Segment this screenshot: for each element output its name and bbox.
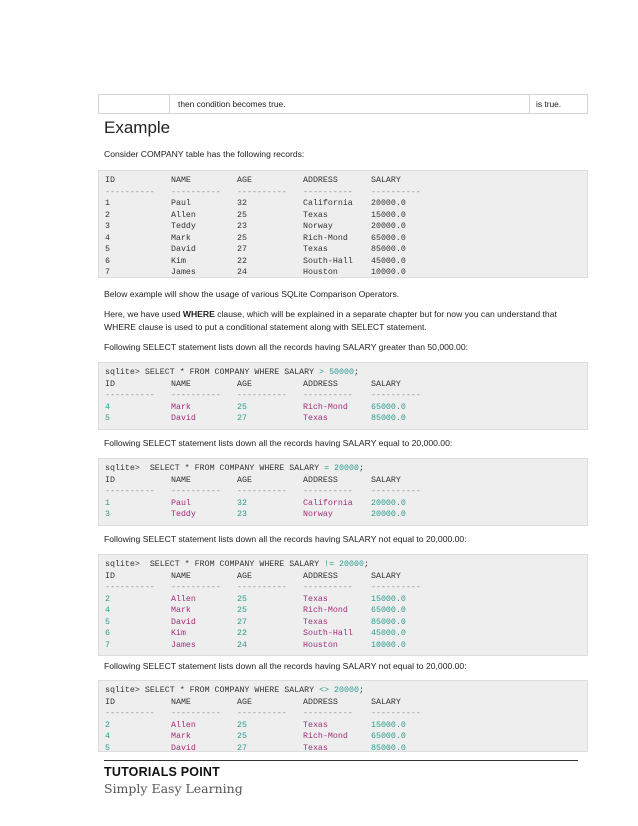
column-header: SALARY [371,571,401,581]
table-cell: 4 [105,402,110,412]
sql-prompt: sqlite> [105,368,140,377]
table-cell: Kim [171,256,186,266]
column-header: ID [105,176,115,185]
table-row [105,256,581,268]
table-cell: 25 [237,233,247,243]
query-4-description: Following SELECT statement lists down all the records having SALARY not equal to 20,000.00: [104,661,467,671]
query-1-description: Following SELECT statement lists down all the records having SALARY greater than 50,000.00: [104,342,469,352]
operator-table-row [98,94,588,114]
table-cell: Allen [171,594,196,604]
table-cell: 65000.0 [371,606,406,615]
table-cell: Texas [303,720,328,730]
table-row [105,198,581,210]
table-cell: 32 [237,199,247,208]
table-cell: David [171,414,196,423]
table-cell: 3 [105,222,110,231]
table-cell-description: then condition becomes true. [178,99,286,109]
table-cell: Texas [303,245,328,254]
table-cell: Paul [171,199,191,208]
table-cell: Texas [303,414,328,423]
table-cell: 25 [237,402,247,412]
table-cell: Allen [171,210,196,220]
result-row [105,509,581,521]
column-header: SALARY [371,475,401,485]
table-cell: 10000.0 [371,640,406,650]
table-cell: Mark [171,732,191,741]
table-cell: 6 [105,256,110,266]
table-cell: 24 [237,268,247,277]
table-divider-row [105,486,581,498]
table-cell: Mark [171,402,191,412]
divider-cell: ---------- [303,487,353,496]
sql-text: SELECT * FROM COMPANY WHERE SALARY [139,464,325,473]
query-2-description: Following SELECT statement lists down all the records having SALARY equal to 20,000.00: [104,438,453,448]
table-cell: Mark [171,606,191,615]
table-divider-row [105,582,581,594]
divider-cell: ---------- [371,583,421,592]
sql-prompt: sqlite> [105,686,140,695]
column-header: ADDRESS [303,475,338,485]
table-cell: 45000.0 [371,256,406,266]
table-cell: 25 [237,732,247,741]
column-header: NAME [171,176,191,185]
table-cell: 65000.0 [371,402,406,412]
column-header: ID [105,697,115,707]
query-2-block [98,458,588,526]
footer-tagline: Simply Easy Learning [104,781,243,796]
table-cell: 2 [105,210,110,220]
table-cell: 20000.0 [371,510,406,519]
where-keyword: WHERE [182,309,215,319]
sql-operator: = [324,464,330,473]
table-cell: James [171,640,196,650]
sql-end: ; [353,368,359,377]
table-cell: 7 [105,640,110,650]
table-cell: Rich-Mond [303,233,348,243]
result-row [105,617,581,629]
column-header: ADDRESS [303,697,338,707]
sql-value: 20000 [334,560,364,569]
table-header-row [105,475,581,487]
table-divider-row [105,187,581,199]
sql-prompt: sqlite> [105,560,140,569]
sql-operator: != [324,560,335,569]
table-cell: 4 [105,233,110,243]
divider-cell: ---------- [171,487,221,496]
table-cell: Texas [303,594,328,604]
sql-operator: > [319,368,325,377]
column-header: ADDRESS [303,379,338,389]
sql-value: 20000 [329,686,359,695]
table-cell: Texas [303,617,328,627]
divider-cell: ---------- [171,391,221,400]
column-header: NAME [171,379,191,389]
table-cell: James [171,268,196,277]
table-cell: 25 [237,720,247,730]
column-header: AGE [237,475,252,485]
table-cell: 45000.0 [371,629,406,638]
sql-end: ; [358,464,364,473]
table-cell: Rich-Mond [303,402,348,412]
table-cell: 24 [237,640,247,650]
result-row [105,720,581,732]
divider-cell: ---------- [371,391,421,400]
divider-cell: ---------- [105,487,155,496]
column-header: ID [105,475,115,485]
table-cell: 85000.0 [371,414,406,423]
table-cell: Allen [171,720,196,730]
column-header: ID [105,379,115,389]
table-cell: 10000.0 [371,268,406,277]
table-cell: Texas [303,743,328,753]
table-cell: 20000.0 [371,199,406,208]
divider-cell: ---------- [303,583,353,592]
column-header: SALARY [371,176,401,185]
result-row [105,743,581,755]
column-header: NAME [171,475,191,485]
table-cell: Paul [171,498,191,508]
result-row [105,594,581,606]
sql-text: SELECT * FROM COMPANY WHERE SALARY [139,686,320,695]
where-paragraph [104,308,584,334]
table-header-row [105,175,581,187]
divider-cell: ---------- [237,709,287,718]
table-cell: David [171,617,196,627]
column-header: AGE [237,697,252,707]
table-divider-row [105,708,581,720]
divider-cell: ---------- [371,187,421,197]
table-cell: Norway [303,222,333,231]
table-cell: 25 [237,594,247,604]
table-cell: 27 [237,414,247,423]
query-3-description: Following SELECT statement lists down all the records having SALARY not equal to 20,000.00: [104,534,467,544]
column-header: ADDRESS [303,176,338,185]
table-cell: 2 [105,720,110,730]
column-header: AGE [237,571,252,581]
table-cell: David [171,245,196,254]
table-cell: 4 [105,606,110,615]
divider-cell: ---------- [237,187,287,197]
table-cell: 5 [105,617,110,627]
table-cell: 5 [105,743,110,753]
table-cell: Houston [303,268,338,277]
column-header: NAME [171,571,191,581]
query-3-block [98,554,588,656]
table-cell: 23 [237,222,247,231]
table-cell: 25 [237,606,247,615]
table-cell: Rich-Mond [303,732,348,741]
sql-statement [105,685,581,697]
sql-prompt: sqlite> [105,464,140,473]
divider-cell: ---------- [303,709,353,718]
company-table-block [98,170,588,278]
divider-cell: ---------- [237,391,287,400]
where-text-start: Here, we have used [104,309,183,319]
table-cell: Teddy [171,510,196,519]
table-cell: 65000.0 [371,233,406,243]
table-cell: 7 [105,268,110,277]
footer-divider [104,760,578,761]
sql-end: ; [358,686,364,695]
divider-cell: ---------- [237,487,287,496]
sql-statement [105,463,581,475]
divider-cell: ---------- [105,391,155,400]
table-cell: 15000.0 [371,210,406,220]
table-header-row [105,571,581,583]
sql-end: ; [363,560,369,569]
sql-text: SELECT * FROM COMPANY WHERE SALARY [139,368,320,377]
table-cell: 85000.0 [371,743,406,753]
column-header: AGE [237,379,252,389]
table-row [105,244,581,256]
table-cell: Mark [171,233,191,243]
table-cell: 20000.0 [371,498,406,508]
below-paragraph: Below example will show the usage of various SQLite Comparison Operators. [104,289,400,299]
table-cell: 23 [237,510,247,519]
divider-cell: ---------- [303,391,353,400]
table-cell: 6 [105,629,110,638]
table-cell: 15000.0 [371,720,406,730]
table-cell: 22 [237,256,247,266]
table-header-row [105,697,581,709]
result-row [105,731,581,743]
column-header: ADDRESS [303,571,338,581]
divider-cell: ---------- [105,709,155,718]
table-cell: 5 [105,245,110,254]
sql-value: 20000 [329,464,359,473]
table-cell-empty [99,95,170,113]
result-row [105,628,581,640]
table-cell: 22 [237,629,247,638]
table-cell: 85000.0 [371,617,406,627]
table-cell: 65000.0 [371,732,406,741]
table-cell: 27 [237,245,247,254]
result-row [105,402,581,414]
table-cell: David [171,743,196,753]
footer-brand: TUTORIALS POINT [104,765,220,779]
table-cell: 85000.0 [371,245,406,254]
sql-statement [105,559,581,571]
table-cell: South-Hall [303,629,353,638]
column-header: AGE [237,176,252,185]
query-4-block [98,680,588,752]
divider-cell: ---------- [303,187,353,197]
divider-cell: ---------- [171,583,221,592]
table-cell: 1 [105,498,110,508]
sql-text: SELECT * FROM COMPANY WHERE SALARY [139,560,325,569]
table-cell-example: is true. [529,95,587,113]
column-header: NAME [171,697,191,707]
table-cell: 4 [105,732,110,741]
table-cell: 2 [105,594,110,604]
table-cell: 27 [237,743,247,753]
table-row [105,233,581,245]
intro-paragraph: Consider COMPANY table has the following records: [104,149,305,159]
column-header: SALARY [371,697,401,707]
table-cell: Rich-Mond [303,606,348,615]
table-cell: California [303,498,353,508]
where-text-end: clause, which will be explained in a separate chapter but for now you can understand that WHERE clause is used to put a conditional statement along with SELECT statement. [104,309,557,332]
table-cell: 20000.0 [371,222,406,231]
sql-value: 50000 [324,368,354,377]
table-row [105,267,581,279]
table-cell: 27 [237,617,247,627]
divider-cell: ---------- [105,187,155,197]
table-cell: Houston [303,640,338,650]
result-row [105,498,581,510]
result-row [105,413,581,425]
table-cell: 5 [105,414,110,423]
table-cell: Texas [303,210,328,220]
table-cell: 15000.0 [371,594,406,604]
divider-cell: ---------- [371,487,421,496]
section-heading: Example [104,118,171,137]
sql-operator: <> [319,686,330,695]
table-cell: California [303,199,353,208]
column-header: SALARY [371,379,401,389]
result-row [105,605,581,617]
table-cell: Kim [171,629,186,638]
table-cell: 25 [237,210,247,220]
table-row [105,210,581,222]
divider-cell: ---------- [371,709,421,718]
table-header-row [105,379,581,391]
table-cell: Teddy [171,222,196,231]
table-divider-row [105,390,581,402]
table-cell: Norway [303,510,333,519]
column-header: ID [105,571,115,581]
table-cell: 32 [237,498,247,508]
table-cell: South-Hall [303,256,353,266]
table-row [105,221,581,233]
table-cell: 3 [105,510,110,519]
query-1-block [98,362,588,430]
divider-cell: ---------- [105,583,155,592]
divider-cell: ---------- [171,187,221,197]
divider-cell: ---------- [171,709,221,718]
divider-cell: ---------- [237,583,287,592]
result-row [105,640,581,652]
sql-statement [105,367,581,379]
table-cell: 1 [105,199,110,208]
